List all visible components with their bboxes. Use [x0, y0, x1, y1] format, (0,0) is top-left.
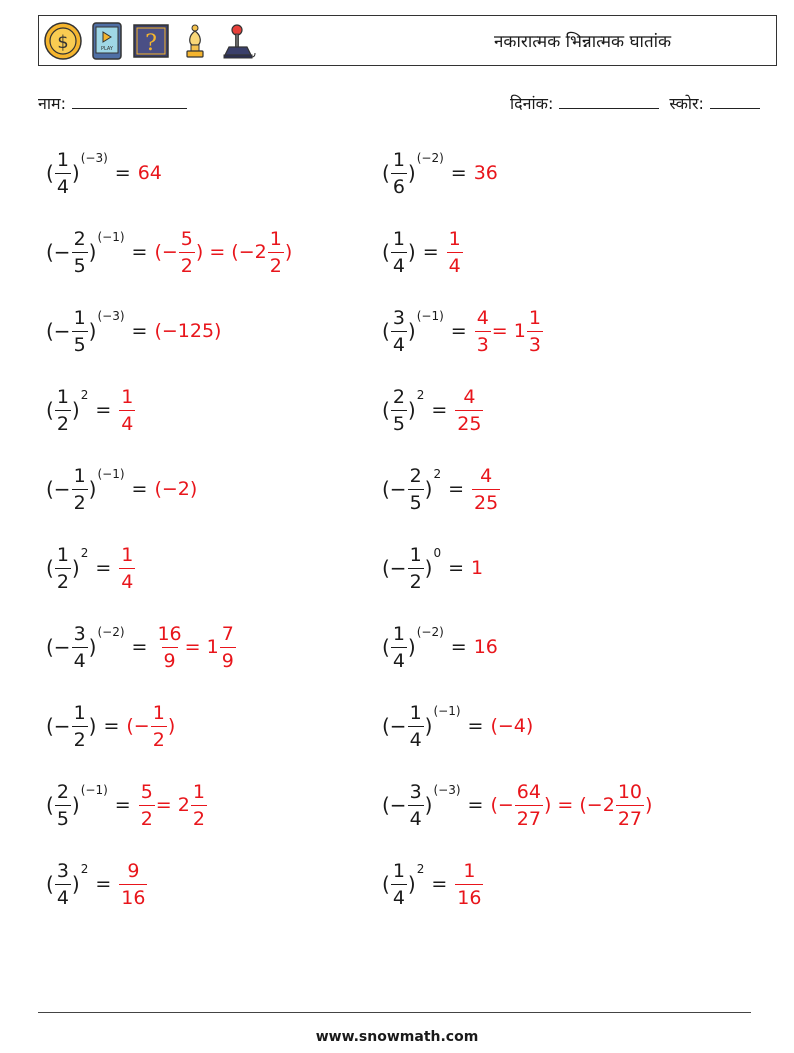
- exponent: 2: [80, 862, 89, 876]
- answer: [474, 636, 498, 658]
- numerator: 1: [56, 148, 69, 171]
- open-paren: (: [382, 161, 390, 185]
- close-paren: ): [407, 161, 416, 185]
- fraction: [527, 305, 543, 358]
- problem-item: [382, 617, 498, 677]
- date-blank[interactable]: [559, 92, 659, 109]
- name-label: नाम:: [38, 94, 66, 113]
- fraction: [391, 384, 407, 437]
- denominator: 4: [408, 805, 424, 832]
- numerator: 5: [140, 780, 153, 803]
- footer-url: www.snowmath.com: [315, 1029, 479, 1045]
- fraction: [151, 700, 167, 753]
- numerator: 3: [56, 859, 69, 882]
- svg-text:PLAY: PLAY: [100, 46, 114, 52]
- numerator: 1: [269, 227, 282, 250]
- equals-sign: =: [467, 715, 484, 737]
- answer-text: 16: [473, 636, 498, 658]
- name-field: [38, 92, 187, 114]
- numerator: 1: [56, 385, 69, 408]
- fraction: [55, 542, 71, 595]
- numerator: 16: [157, 622, 182, 645]
- equals-sign: =: [448, 478, 465, 500]
- open-paren: (: [382, 635, 390, 659]
- answer-text: ): [284, 241, 293, 263]
- denominator: 16: [455, 884, 483, 911]
- answer-text: = 1: [491, 320, 526, 342]
- numerator: 2: [73, 227, 86, 250]
- exponent: 0: [433, 546, 442, 560]
- open-paren: (: [46, 556, 54, 580]
- problem-item: [382, 301, 544, 361]
- numerator: 2: [56, 780, 69, 803]
- fraction: [447, 226, 463, 279]
- equals-sign: =: [131, 636, 148, 658]
- numerator: 4: [480, 464, 493, 487]
- exponent: (−1): [97, 230, 125, 244]
- close-paren: ): [407, 872, 416, 896]
- answer-text: ): [167, 715, 176, 737]
- score-label: स्कोर:: [669, 94, 704, 113]
- numerator: 10: [617, 780, 643, 803]
- denominator: 9: [220, 647, 236, 674]
- problem-item: [46, 538, 136, 598]
- problem-item: [382, 459, 501, 519]
- answer-text: (−: [154, 241, 178, 263]
- answer: [126, 700, 175, 753]
- icon-row: [43, 21, 259, 61]
- answer-text: (−4): [490, 715, 534, 737]
- answer-text: = 2: [155, 794, 190, 816]
- fraction: [72, 621, 88, 674]
- numerator: 1: [152, 701, 165, 724]
- equals-sign: =: [131, 478, 148, 500]
- open-paren: (−: [46, 319, 71, 343]
- exponent: (−3): [97, 309, 125, 323]
- problem-item: [382, 222, 464, 282]
- answer: [454, 858, 484, 911]
- problem-item: [46, 459, 197, 519]
- score-blank[interactable]: [710, 92, 760, 109]
- answer: [154, 320, 221, 342]
- numerator: 3: [73, 622, 86, 645]
- numerator: 1: [121, 385, 134, 408]
- equals-sign: =: [95, 557, 112, 579]
- problem-item: [46, 301, 221, 361]
- equals-sign: =: [431, 399, 448, 421]
- numerator: 2: [392, 385, 405, 408]
- open-paren: (−: [382, 714, 407, 738]
- denominator: 4: [391, 647, 407, 674]
- open-paren: (: [46, 398, 54, 422]
- close-paren: ): [71, 872, 80, 896]
- problem-item: [46, 380, 136, 440]
- numerator: 1: [73, 306, 86, 329]
- answer-text: (−: [490, 794, 514, 816]
- denominator: 5: [72, 252, 88, 279]
- fraction: [455, 384, 483, 437]
- numerator: 4: [463, 385, 476, 408]
- open-paren: (: [382, 872, 390, 896]
- numerator: 1: [448, 227, 461, 250]
- problem-item: [46, 143, 162, 203]
- exponent: (−2): [416, 625, 444, 639]
- fraction: [55, 858, 71, 911]
- fraction: [72, 463, 88, 516]
- numerator: 3: [392, 306, 405, 329]
- fraction: [72, 226, 88, 279]
- fraction: [155, 621, 183, 674]
- denominator: 16: [119, 884, 147, 911]
- close-paren: ): [88, 319, 97, 343]
- name-blank[interactable]: [72, 92, 187, 109]
- answer: [474, 305, 544, 358]
- denominator: 25: [472, 489, 500, 516]
- open-paren: (: [382, 398, 390, 422]
- fraction: [475, 305, 491, 358]
- fraction: [72, 305, 88, 358]
- fraction: [72, 700, 88, 753]
- fraction: [139, 779, 155, 832]
- answer: [154, 478, 197, 500]
- problem-item: [382, 775, 652, 835]
- fraction: [220, 621, 236, 674]
- answer-text: (−: [126, 715, 150, 737]
- denominator: 4: [408, 726, 424, 753]
- numerator: 3: [409, 780, 422, 803]
- denominator: 2: [72, 726, 88, 753]
- denominator: 5: [55, 805, 71, 832]
- equals-sign: =: [95, 873, 112, 895]
- answer: [454, 384, 484, 437]
- open-paren: (−: [46, 635, 71, 659]
- answer: [118, 858, 148, 911]
- answer-text: = 1: [184, 636, 219, 658]
- denominator: 5: [408, 489, 424, 516]
- fraction: [616, 779, 644, 832]
- answer: [118, 542, 136, 595]
- answer-text: ) = (−2: [543, 794, 615, 816]
- equals-sign: =: [95, 399, 112, 421]
- answer: [154, 621, 236, 674]
- problem-item: [382, 143, 498, 203]
- equals-sign: =: [131, 320, 148, 342]
- answer-text: 1: [471, 557, 484, 579]
- answer-text: (−125): [154, 320, 222, 342]
- close-paren: ): [407, 240, 416, 264]
- numerator: 1: [121, 543, 134, 566]
- fraction: [191, 779, 207, 832]
- equals-sign: =: [103, 715, 120, 737]
- fraction: [391, 305, 407, 358]
- answer: [490, 715, 533, 737]
- exponent: 2: [80, 546, 89, 560]
- numerator: 1: [73, 464, 86, 487]
- denominator: 2: [179, 252, 195, 279]
- denominator: 2: [408, 568, 424, 595]
- worksheet-header: [38, 15, 777, 66]
- answer-text: ): [645, 794, 653, 816]
- open-paren: (−: [46, 477, 71, 501]
- numerator: 1: [392, 622, 405, 645]
- denominator: 2: [55, 410, 71, 437]
- close-paren: ): [71, 161, 80, 185]
- open-paren: (: [46, 872, 54, 896]
- fraction: [408, 542, 424, 595]
- denominator: 4: [447, 252, 463, 279]
- denominator: 2: [139, 805, 155, 832]
- open-paren: (−: [382, 556, 407, 580]
- worksheet-title: नकारात्मक भिन्नात्मक घातांक: [494, 32, 672, 52]
- fraction: [55, 147, 71, 200]
- fraction: [55, 779, 71, 832]
- equals-sign: =: [467, 794, 484, 816]
- denominator: 6: [391, 173, 407, 200]
- equals-sign: =: [431, 873, 448, 895]
- close-paren: ): [424, 714, 433, 738]
- problem-item: [382, 538, 483, 598]
- denominator: 4: [391, 884, 407, 911]
- denominator: 2: [72, 489, 88, 516]
- numerator: 1: [392, 227, 405, 250]
- exponent: (−3): [80, 151, 108, 165]
- answer-text: 36: [473, 162, 498, 184]
- answer: [471, 463, 501, 516]
- answer: [118, 384, 136, 437]
- coin-icon: [43, 21, 83, 61]
- denominator: 5: [391, 410, 407, 437]
- problem-item: [382, 854, 484, 914]
- close-paren: ): [407, 635, 416, 659]
- open-paren: (−: [382, 477, 407, 501]
- denominator: 27: [616, 805, 644, 832]
- close-paren: ): [407, 398, 416, 422]
- fraction: [119, 542, 135, 595]
- open-paren: (: [46, 793, 54, 817]
- fraction: [268, 226, 284, 279]
- denominator: 4: [55, 884, 71, 911]
- equals-sign: =: [114, 162, 131, 184]
- exponent: (−1): [80, 783, 108, 797]
- close-paren: ): [424, 793, 433, 817]
- fraction: [119, 858, 147, 911]
- fraction: [515, 779, 543, 832]
- denominator: 25: [455, 410, 483, 437]
- equals-sign: =: [450, 320, 467, 342]
- answer: [138, 162, 162, 184]
- problem-item: [46, 775, 208, 835]
- close-paren: ): [407, 319, 416, 343]
- denominator: 4: [119, 568, 135, 595]
- fraction: [55, 384, 71, 437]
- open-paren: (: [382, 319, 390, 343]
- answer-text: 64: [137, 162, 162, 184]
- answer-text: (−2): [154, 478, 198, 500]
- equals-sign: =: [450, 162, 467, 184]
- close-paren: ): [71, 793, 80, 817]
- exponent: (−1): [433, 704, 461, 718]
- fraction: [408, 700, 424, 753]
- equals-sign: =: [114, 794, 131, 816]
- chess-bishop-icon: [175, 21, 215, 61]
- answer: [490, 779, 652, 832]
- svg-text:?: ?: [145, 31, 157, 56]
- exponent: 2: [433, 467, 442, 481]
- exponent: 2: [416, 388, 425, 402]
- question-box-icon: [131, 21, 171, 61]
- close-paren: ): [71, 398, 80, 422]
- exponent: (−2): [416, 151, 444, 165]
- numerator: 1: [409, 701, 422, 724]
- numerator: 1: [73, 701, 86, 724]
- fraction: [391, 147, 407, 200]
- denominator: 27: [515, 805, 543, 832]
- exponent: (−1): [416, 309, 444, 323]
- open-paren: (−: [46, 240, 71, 264]
- numerator: 64: [516, 780, 541, 803]
- exponent: (−1): [97, 467, 125, 481]
- open-paren: (: [46, 161, 54, 185]
- numerator: 1: [392, 148, 405, 171]
- problem-item: [46, 854, 148, 914]
- answer-text: ) = (−2: [195, 241, 267, 263]
- problem-item: [46, 617, 237, 677]
- equals-sign: =: [450, 636, 467, 658]
- numerator: 2: [409, 464, 422, 487]
- numerator: 5: [180, 227, 193, 250]
- close-paren: ): [424, 477, 433, 501]
- answer: [471, 557, 483, 579]
- answer: [474, 162, 498, 184]
- close-paren: ): [424, 556, 433, 580]
- fraction: [408, 463, 424, 516]
- denominator: 3: [527, 331, 543, 358]
- open-paren: (−: [382, 793, 407, 817]
- numerator: 4: [476, 306, 489, 329]
- numerator: 1: [56, 543, 69, 566]
- numerator: 1: [192, 780, 205, 803]
- numerator: 9: [127, 859, 140, 882]
- exponent: 2: [416, 862, 425, 876]
- equals-sign: =: [422, 241, 439, 263]
- numerator: 7: [221, 622, 234, 645]
- fraction: [391, 226, 407, 279]
- denominator: 4: [391, 252, 407, 279]
- denominator: 4: [391, 331, 407, 358]
- fraction: [119, 384, 135, 437]
- fraction: [472, 463, 500, 516]
- denominator: 2: [268, 252, 284, 279]
- footer-divider: [38, 1012, 751, 1013]
- close-paren: ): [71, 556, 80, 580]
- joystick-icon: [219, 21, 259, 61]
- equals-sign: =: [448, 557, 465, 579]
- fraction: [179, 226, 195, 279]
- exponent: (−2): [97, 625, 125, 639]
- denominator: 4: [72, 647, 88, 674]
- denominator: 4: [119, 410, 135, 437]
- equals-sign: =: [131, 241, 148, 263]
- answer: [138, 779, 208, 832]
- exponent: (−3): [433, 783, 461, 797]
- close-paren: ): [88, 714, 97, 738]
- exponent: 2: [80, 388, 89, 402]
- denominator: 3: [475, 331, 491, 358]
- date-label: दिनांक:: [510, 94, 554, 113]
- denominator: 4: [55, 173, 71, 200]
- numerator: 1: [528, 306, 541, 329]
- play-tablet-icon: [87, 21, 127, 61]
- open-paren: (−: [46, 714, 71, 738]
- numerator: 1: [392, 859, 405, 882]
- denominator: 2: [191, 805, 207, 832]
- answer: [154, 226, 292, 279]
- close-paren: ): [88, 477, 97, 501]
- problem-item: [46, 222, 292, 282]
- svg-text:$: $: [57, 32, 69, 53]
- denominator: 2: [55, 568, 71, 595]
- denominator: 5: [72, 331, 88, 358]
- close-paren: ): [88, 635, 97, 659]
- answer: [446, 226, 464, 279]
- numerator: 1: [463, 859, 476, 882]
- problem-item: [46, 696, 175, 756]
- open-paren: (: [382, 240, 390, 264]
- fraction: [391, 621, 407, 674]
- numerator: 1: [409, 543, 422, 566]
- problem-item: [382, 696, 533, 756]
- problem-item: [382, 380, 484, 440]
- fraction: [391, 858, 407, 911]
- denominator: 9: [162, 647, 178, 674]
- denominator: 2: [151, 726, 167, 753]
- date-score-field: [510, 92, 760, 114]
- fraction: [408, 779, 424, 832]
- close-paren: ): [88, 240, 97, 264]
- fraction: [455, 858, 483, 911]
